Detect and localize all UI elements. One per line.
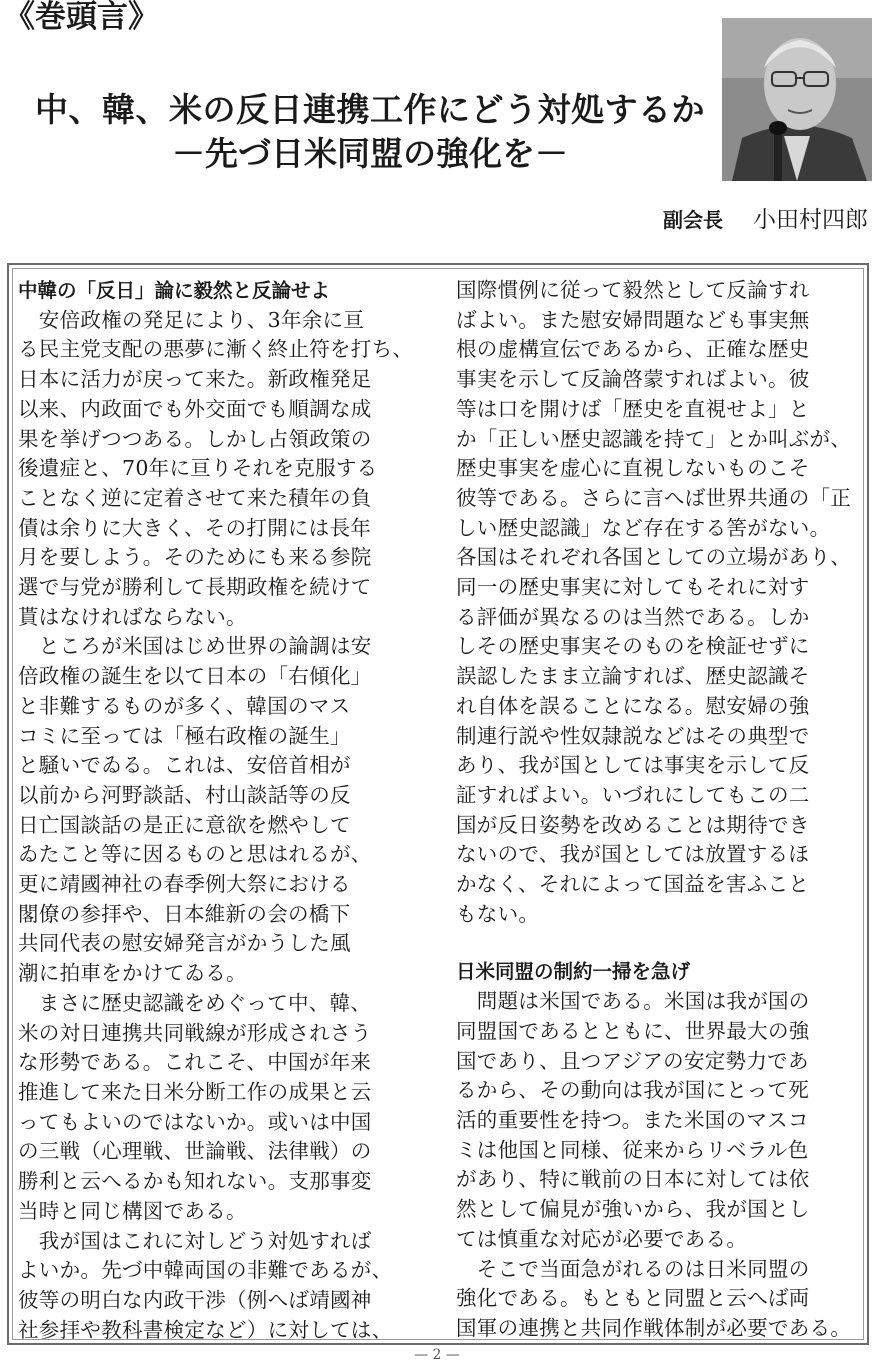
author-photo [722, 18, 872, 181]
paragraph: 国際慣例に従って毅然として反論すれ ばよい。また慰安婦問題なども事実無 根の虚構宣伝であるから、正確な歴史 事実を示して反論啓蒙すればよい。彼 等は口を開けば「歴史を直視せよ」と か「正しい歴史認識を持て」とか叫ぶが、 歴史事実を虚心に直視しないものこそ 彼等である。さらに言へば世界共通の「正 しい歴史認識」など存在する筈がない。 各国はそれぞれ各国としての立場があり、 同一の歴史事実に対してもそれに対す る評価が異なるのは当然である。しか しその歴史事実そのものを検証せずに 誤認したまま立論すれば、歴史認識そ れ自体を誤ることになる。慰安婦の強 制連行説や性奴隷説などはその典型で あり、我が国としては事実を示して反 証すればよい。いづれにしてもこの二 国が反日姿勢を改めることは期待でき ないので、我が国としては放置するほ かなく、それによって国益を害ふこと もない。 [456, 278, 852, 926]
article-right-column [456, 276, 858, 1344]
author-byline [663, 201, 868, 234]
paragraph: 安倍政権の発足により、3年余に亘 る民主党支配の悪夢に漸く終止符を打ち、 日本に活力が戻って来た。新政権発足 以来、内政面でも外交面でも順調な成 果を挙げつつある。しかし占領政策の 後遺症と、70年に亘りそれを克服する ことなく逆に定着させて来た積年の負 債は余りに大きく、その打開には長年 月を要しよう。そのためにも来る参院 選で与党が勝利して長期政権を続けて 貰はなければならない。 [18, 307, 414, 629]
author-role: 副会長 [663, 208, 723, 232]
section-gap [456, 929, 858, 957]
paragraph: 問題は米国である。米国は我が国の 同盟国であるとともに、世界最大の強 国であり、且つアジアの安定勢力であ るから、その動向は我が国にとって死 活的重要性を持つ。また米国のマスコ ミは他国と同様、従来からリベラル色 があり、特に戦前の日本に対しては依 然として偏見が強いから、我が国とし ては慎重な対応が必要である。 [456, 989, 810, 1251]
section-heading: 中韓の「反日」論に毅然と反論せよ [18, 279, 331, 302]
paragraph: 我が国はこれに対しどう対処すれば よいか。先づ中韓両国の非難であるが、 彼等の明白な内政干渉（例へば靖國神 社参拝や教科書検定など）に対しては、 [18, 1228, 393, 1342]
section-label: 《巻頭言》 [4, 0, 159, 35]
title-subtitle: －先づ日米同盟の強化を－ [172, 134, 568, 173]
paragraph: ところが米国はじめ世界の論調は安 倍政権の誕生を以て日本の「右傾化」 と非難するものが多く、韓国のマス コミに至っては「極右政権の誕生」 と騒いでゐる。これは、安倍首相が 以前から河野談話、村山談話等の反 日亡国談話の是正に意欲を燃やして ゐたこと等に因るものと思はれるが、 更に靖國神社の春季例大祭における 閣僚の参拝や、日本維新の会の橋下 共同代表の慰安婦発言がかうした風 潮に拍車をかけてゐる。 [18, 634, 372, 986]
section-heading: 日米同盟の制約一掃を急げ [456, 960, 691, 984]
title-main: 中、韓、米の反日連携工作にどう対処するか [35, 90, 705, 129]
article-title [20, 88, 720, 176]
page-number: — 2 — [414, 1347, 460, 1363]
paragraph: まさに歴史認識をめぐって中、韓、 米の対日連携共同戦線が形成されさう な形勢である。これこそ、中国が年来 推進して来た日米分断工作の成果と云 ってもよいのではないか。或いは中国 の三戦（心理戦、世論戦、法律戦）の 勝利と云へるかも知れない。支那事変 当時と同じ構図である。 [18, 990, 372, 1223]
paragraph: そこで当面急がれるのは日米同盟の 強化である。もともと同盟と云へば両 国軍の連携と共同作戦体制が必要である。 [456, 1256, 852, 1340]
article-left-column [18, 276, 426, 1345]
author-name: 小田村四郎 [753, 207, 868, 233]
